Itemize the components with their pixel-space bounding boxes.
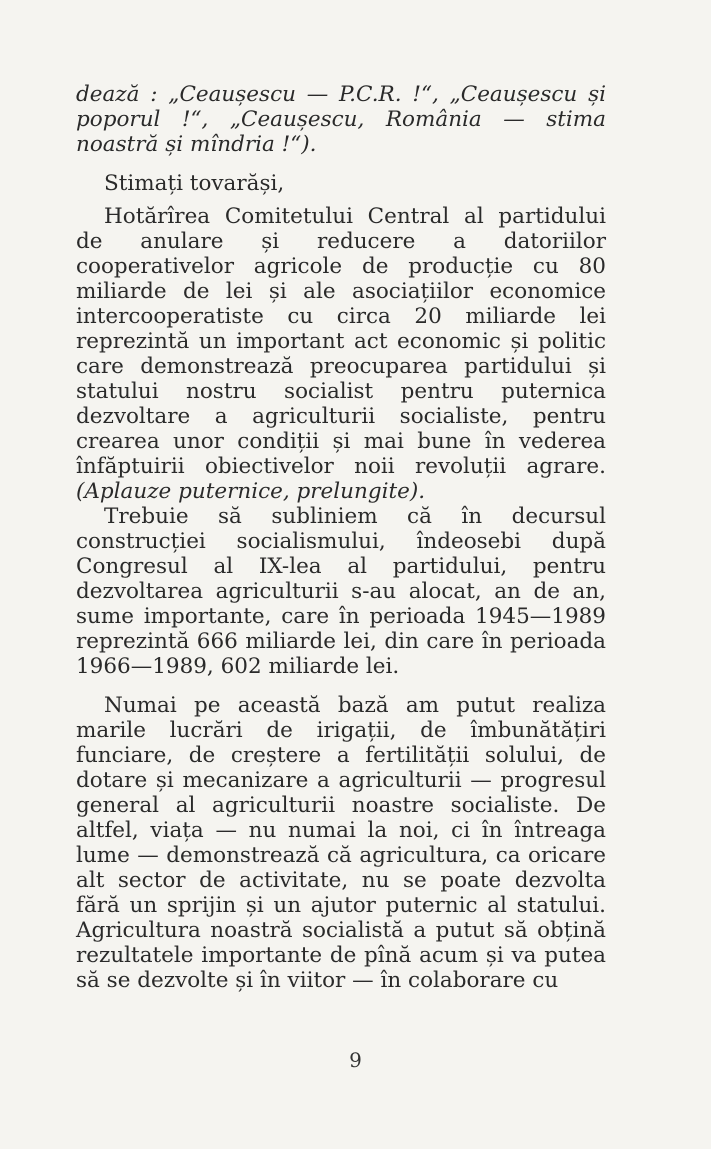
paragraph-1-text: Hotărîrea Comitetului Central al partidului de anulare și reducere a datoriilor cooperativelor agricole de producție cu 80 miliarde de lei și ale asociațiilor economice intercooperatiste cu circa 20 miliarde lei reprezintă un important act economic și politic care demonstrează preocuparea partidului și statului nostru socialist pentru puternica dezvoltare a agriculturii socialiste, pentru crearea unor condiții și mai bune în vederea înfăptuirii obiectivelor noii revoluții agrare. <box>76 204 606 479</box>
applause-note: (Aplauze puternice, prelungite). <box>76 479 426 504</box>
intro-paragraph: dează : „Ceaușescu — P.C.R. !“, „Ceaușescu și poporul !“, „Ceaușescu, România — stima noastră și mîndria !“). <box>76 82 606 157</box>
salutation: Stimați tovarăși, <box>104 171 285 196</box>
page-number: 9 <box>349 1048 362 1072</box>
body-text <box>76 82 606 993</box>
paragraph-1 <box>76 204 606 504</box>
paragraph-2: Trebuie să subliniem că în decursul construcției socialismului, îndeosebi după Congresul al IX-lea al partidului, pentru dezvoltarea agriculturii s-au alocat, an de an, sume importante, care în perioada 1945—1989 reprezintă 666 miliarde lei, din care în perioada 1966—1989, 602 miliarde lei. <box>76 504 606 679</box>
paragraph-3: Numai pe această bază am putut realiza marile lucrări de irigații, de îmbunătățiri funciare, de creștere a fertilității solului, de dotare și mecanizare a agriculturii — progresul general al agriculturii noastre socialiste. De altfel, viața — nu numai la noi, ci în întreaga lume — demonstrează că agricultura, ca oricare alt sector de activitate, nu se poate dezvolta fără un sprijin și un ajutor puternic al statului. Agricultura noastră socialistă a putut să obțină rezultatele importante de pînă acum și va putea să se dezvolte și în viitor — în colaborare cu <box>76 693 606 993</box>
